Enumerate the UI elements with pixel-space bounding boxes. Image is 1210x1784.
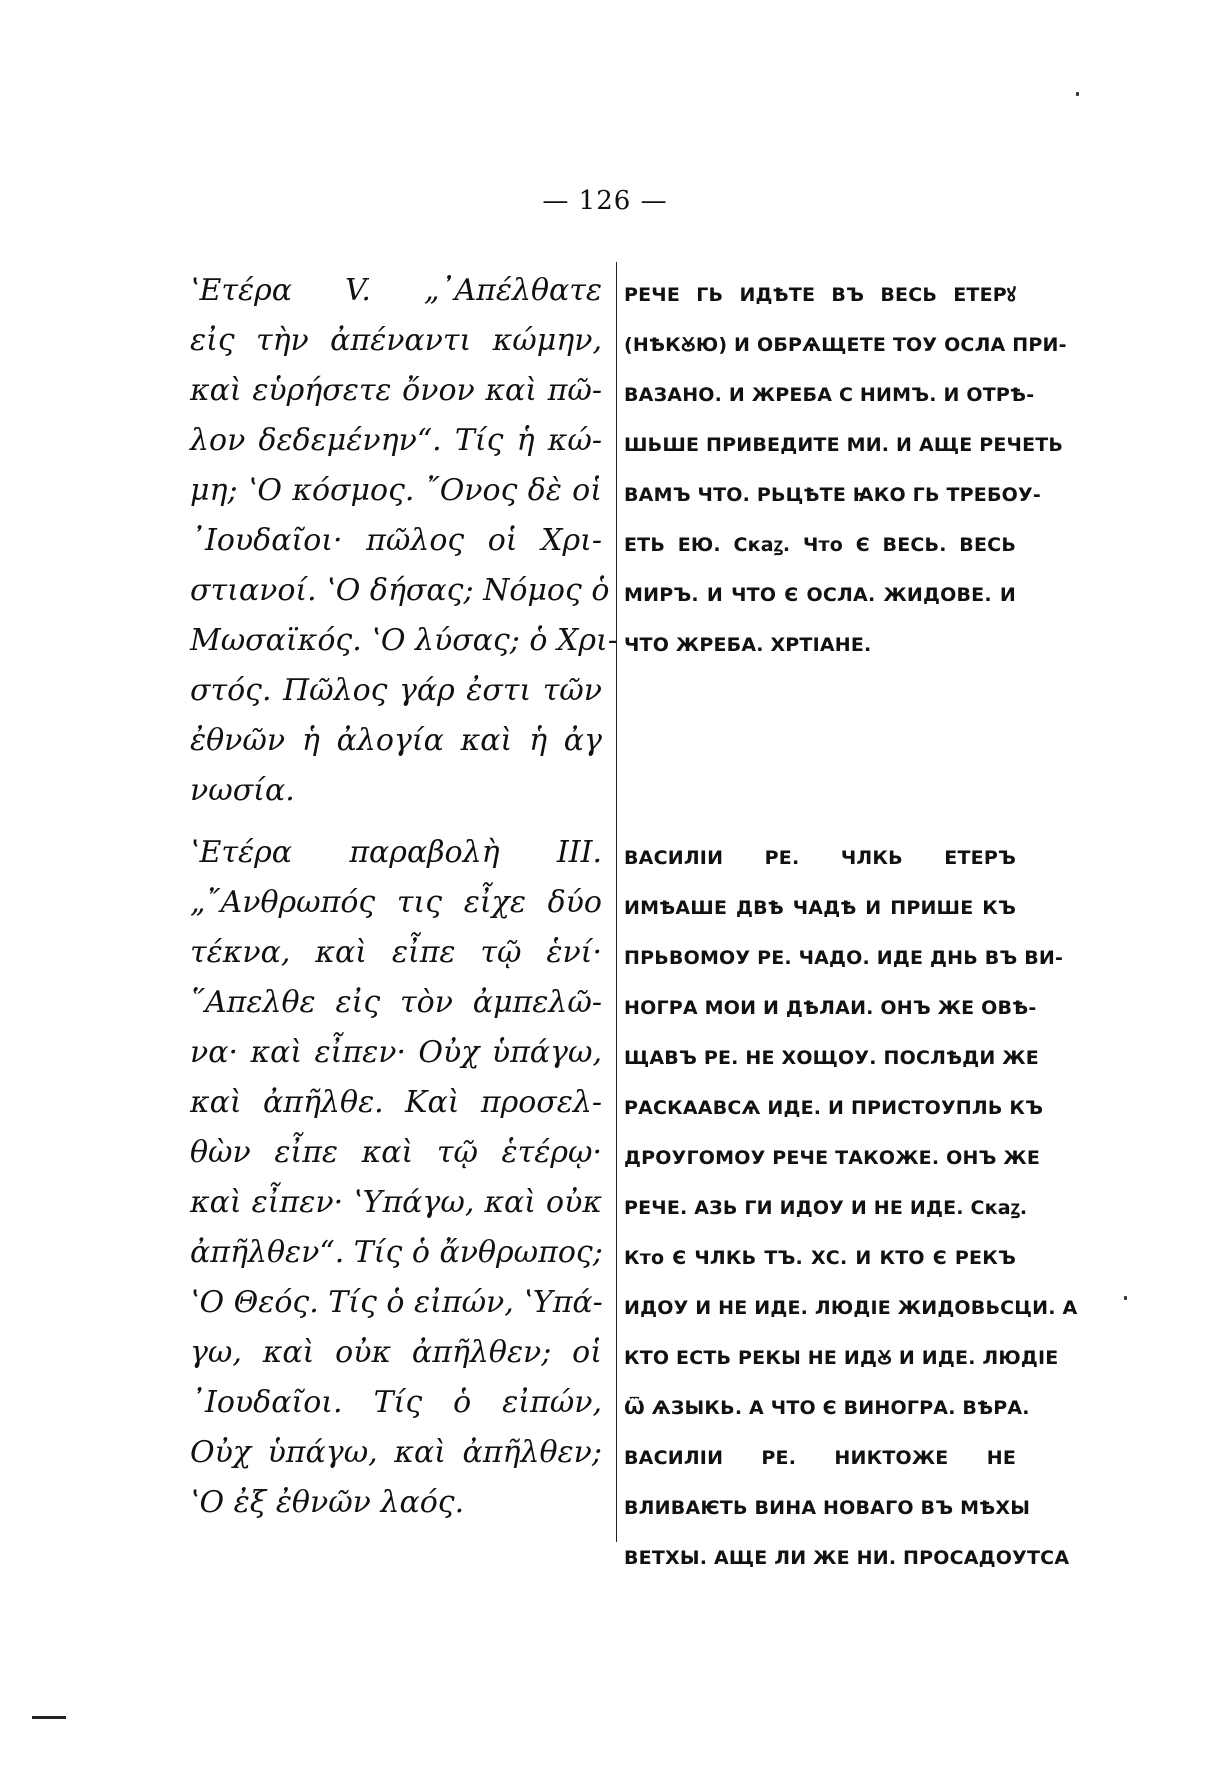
slavonic-line: (НѢКꙊЮ) И ОБРѦЩЕТЕ ТОУ ОСЛА ПРИ- [624,334,1067,356]
greek-line: τέκνα, καὶ εἶπε τῷ ἑνί· [190,935,602,970]
slavonic-line: ВЕТХЫ. АЩЕ ЛИ ЖЕ НИ. ПРОСАДОУТСА [624,1547,1070,1569]
greek-line: ἀπῆλθεν“. Τίς ὁ ἄνθρωπος; [190,1235,603,1270]
slavonic-line: ВЛИВАѤТЬ ВИНА НОВАГО ВЪ МѢХЫ [624,1497,1031,1519]
slavonic-line: РАСКААВСѦ ИДЕ. И ПРИСТОУПЛЬ КЪ [624,1097,1044,1119]
slavonic-line: РЕЧЕ. АЗЬ ГИ ИДОУ И НЕ ИДЕ. Скаꙁ. [624,1197,1028,1219]
greek-line: καὶ εἶπεν· ʽΥπάγω, καὶ οὐκ [190,1185,602,1220]
greek-line: καὶ ἀπῆλθε. Καὶ προσελ- [190,1085,602,1120]
greek-line: ʽΟ ἐξ ἐθνῶν λαός. [190,1485,465,1520]
slavonic-line: РЕЧЕ ГЬ ИДѢТЕ ВЪ ВЕСЬ ЕТЕРꙋ [624,284,1016,306]
greek-line: στιανοί. ʽΟ δήσας; Νόμος ὁ [190,573,610,608]
scan-speck [1076,92,1079,96]
slavonic-line: ЕТЬ ЕЮ. Скаꙁ. Что Є ВЕСЬ. ВЕСЬ [624,534,1016,556]
page-number: — 126 — [542,186,668,216]
greek-line: καὶ εὑρήσετε ὄνον καὶ πῶ- [190,373,602,408]
greek-line: ᾿Ιουδαῖοι· πῶλος οἱ Χρι- [190,523,602,558]
slavonic-line: ВАМЪ ЧТО. РЬЦѢТЕ ꙖКО ГЬ ТРЕБОУ- [624,484,1041,506]
greek-line: Μωσαϊκός. ʽΟ λύσας; ὁ Χρι- [190,623,618,658]
slavonic-line: КТО ЕСТЬ РЕКЫ НЕ ИДꙊ И ИДЕ. ЛЮДІЕ [624,1347,1059,1369]
slavonic-line: ПРЬВОМОУ РЕ. ЧАДО. ИДЕ ДНЬ ВЪ ВИ- [624,947,1064,969]
slavonic-line: НОГРА МОИ И ДѢЛАИ. ОНЪ ЖЕ ОВѢ- [624,997,1037,1019]
greek-column [190,266,618,1528]
slavonic-line: МИРЪ. И ЧТО Є ОСЛА. ЖИДОВЕ. И [624,584,1016,606]
greek-line: ᾿Ιουδαῖοι. Τίς ὁ εἰπών, [190,1385,602,1420]
greek-line: να· καὶ εἶπεν· Οὐχ ὑπάγω, [190,1035,602,1070]
slavonic-line: ШЬШЕ ПРИВЕДИТЕ МИ. И АЩЕ РЕЧЕТЬ [624,434,1064,456]
slavonic-line: ВАЗАНО. И ЖРЕБА С НИМЪ. И ОТРѢ- [624,384,1035,406]
greek-line: γω, καὶ οὐκ ἀπῆλθεν; οἱ [190,1335,602,1370]
slavonic-line: ДРОУГОМОУ РЕЧЕ ТАКОЖЕ. ОНЪ ЖЕ [624,1147,1041,1169]
greek-line: εἰς τὴν ἀπέναντι κώμην, [190,323,602,358]
slavonic-line: ВАСИЛІИ РЕ. ЧЛКЬ ЕТЕРЪ [624,847,1016,869]
greek-line: στός. Πῶλος γάρ ἐστι τῶν [190,673,602,708]
slavonic-line: ИДОУ И НЕ ИДЕ. ЛЮДІЕ ЖИДОВЬСЦИ. А [624,1297,1078,1319]
margin-dash [32,1716,66,1719]
slavonic-line: ВАСИЛІИ РЕ. НИКТОЖЕ НЕ [624,1447,1016,1469]
slavonic-line: Кто Є ЧЛКЬ ТЪ. ХС. И КТО Є РЕКЪ [624,1247,1016,1269]
slavonic-line: Ѿ ѦЗЫКЬ. А ЧТО Є ВИНОГРА. ВѢРА. [624,1397,1030,1419]
greek-line: ʽΟ Θεός. Τίς ὁ εἰπών, ʽΥπά- [190,1285,603,1320]
slavonic-column [624,270,1078,1583]
greek-line: νωσία. [190,773,295,808]
greek-line: Οὐχ ὑπάγω, καὶ ἀπῆλθεν; [190,1435,602,1470]
greek-line: ῞Απελθε εἰς τὸν ἀμπελῶ- [190,985,602,1020]
column-divider [616,262,617,1542]
greek-line: μη; ʽΟ κόσμος. ῎Ονος δὲ οἱ [190,473,602,508]
greek-line: „῎Ανθρωπός τις εἶχε δύο [190,885,602,920]
greek-line: θὼν εἶπε καὶ τῷ ἑτέρῳ· [190,1135,602,1170]
greek-line: ʽΕτέρα παραβολὴ III. [190,835,602,870]
greek-line: ʽΕτέρα V. „᾿Απέλθατε [190,273,602,308]
greek-line: λον δεδεμένην“. Τίς ἡ κώ- [190,423,602,458]
greek-line: ἐθνῶν ἡ ἀλογία καὶ ἡ ἀγ [190,723,602,758]
slavonic-line: ЧТО ЖРЕБА. ХРТІАНЕ. [624,634,872,656]
scan-speck [1124,1296,1127,1300]
slavonic-line: ЩАВЪ РЕ. НЕ ХОЩОУ. ПОСЛѢДИ ЖЕ [624,1047,1039,1069]
slavonic-line: ИМѢАШЕ ДВѢ ЧАДѢ И ПРИШЕ КЪ [624,897,1016,919]
